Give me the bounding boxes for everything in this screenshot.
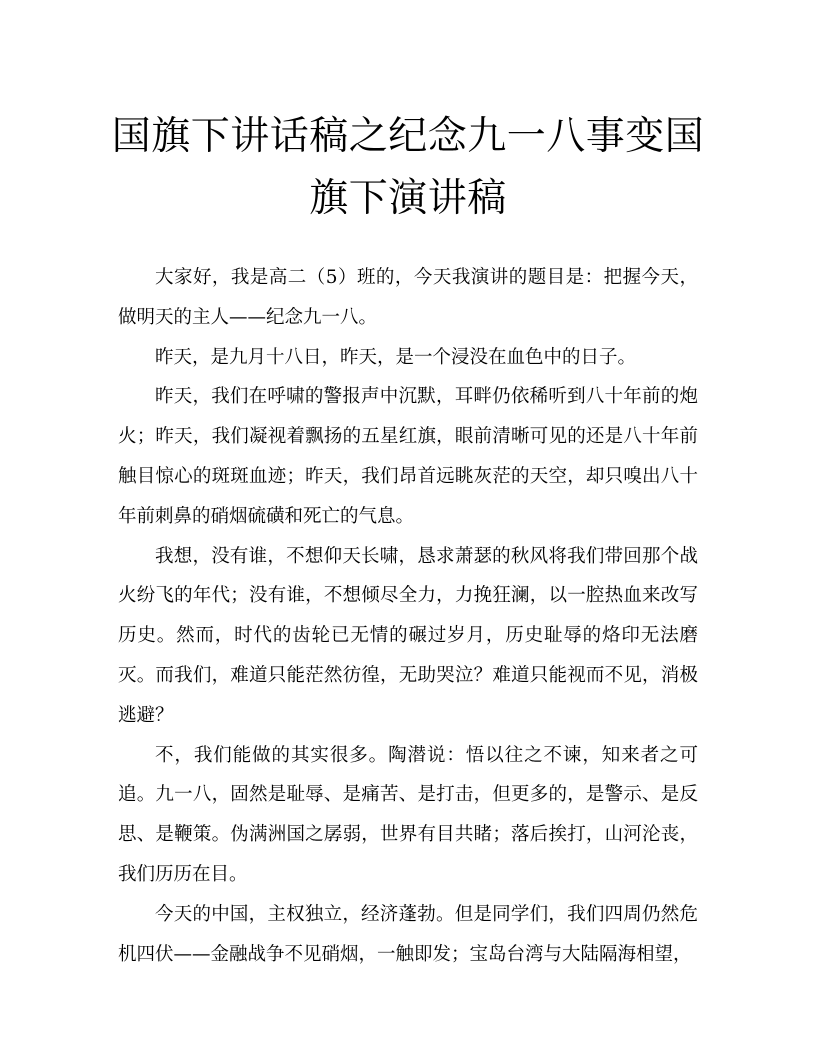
document-title: 国旗下讲话稿之纪念九一八事变国旗下演讲稿 [111, 114, 705, 221]
paragraph-6: 今天的中国，主权独立，经济蓬勃。但是同学们，我们四周仍然危机四伏——金融战争不见硝烟，一触即发；宝岛台湾与大陆隔海相望， [118, 903, 698, 965]
paragraph-5: 不，我们能做的其实很多。陶潜说：悟以往之不谏，知来者之可追。九一八，固然是耻辱、是痛苦、是打击，但更多的，是警示、是反思、是鞭策。伪满洲国之孱弱，世界有目共睹；落后挨打，山河沦丧，我们历历在目。 [118, 744, 698, 885]
document-body [118, 258, 698, 974]
paragraph-4: 我想，没有谁，不想仰天长啸，恳求萧瑟的秋风将我们带回那个战火纷飞的年代；没有谁，不想倾尽全力，力挽狂澜，以一腔热血来改写历史。然而，时代的齿轮已无情的碾过岁月，历史耻辱的烙印无法磨灭。而我们，难道只能茫然彷徨，无助哭泣？难道只能视而不见，消极逃避？ [118, 545, 698, 726]
paragraph-2: 昨天，是九月十八日，昨天，是一个浸没在血色中的日子。 [155, 346, 637, 368]
paragraph-3: 昨天，我们在呼啸的警报声中沉默，耳畔仍依稀听到八十年前的炮火；昨天，我们凝视着飘扬的五星红旗，眼前清晰可见的还是八十年前触目惊心的斑斑血迹；昨天，我们昂首远眺灰茫的天空，却只嗅出八十年前刺鼻的硝烟硫磺和死亡的气息。 [118, 386, 698, 527]
paragraph-1: 大家好，我是高二（5）班的，今天我演讲的题目是：把握今天，做明天的主人——纪念九一八。 [118, 267, 698, 328]
